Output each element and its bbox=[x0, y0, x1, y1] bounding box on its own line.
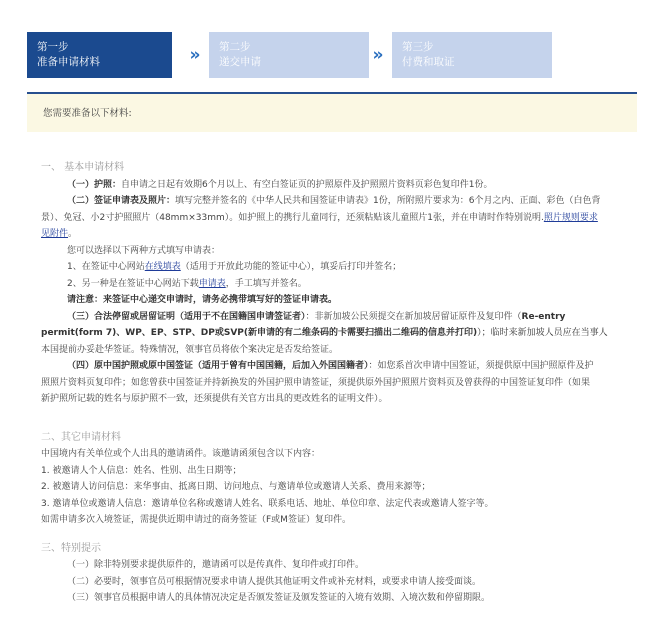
step-progress-bar bbox=[27, 32, 637, 78]
step-1-prepare-materials[interactable] bbox=[27, 32, 172, 78]
former-chinese-passport-end: 新护照所记载的姓名与原护照不一致，还须提供有关官方出具的更改姓名的证明文件）。 bbox=[41, 394, 388, 404]
step-2-number: 第二步 bbox=[219, 41, 251, 53]
section-other-materials-title: 二、其它申请材料 bbox=[41, 431, 121, 443]
double-chevron-right-icon: » bbox=[372, 45, 384, 65]
invitee-visit-info: 2. 被邀请人访问信息：来华事由、抵离日期、访问地点、与邀请单位或邀请人关系、费用来源等； bbox=[41, 482, 431, 492]
step-1-label: 准备申请材料 bbox=[37, 56, 100, 68]
step-3-label: 付费和取证 bbox=[402, 56, 455, 68]
application-form-requirement: （二）签证申请表及照片：填写完整并签名的《中华人民共和国签证申请表》1份，所附照片要求为：6个月之内、正面、彩色（白色背 bbox=[67, 196, 601, 206]
requirements-content bbox=[27, 160, 632, 607]
residence-proof-requirement: （三）合法停留或居留证明（适用于不在国籍国申请签证者）：非新加坡公民须提交在新加坡居留证原件及复印件（Re-entry bbox=[67, 311, 566, 322]
inviter-info: 3. 邀请单位或邀请人信息：邀请单位名称或邀请人姓名、联系电话、地址、单位印章、法定代表或邀请人签字等。 bbox=[41, 498, 494, 509]
passport-requirement: （一）护照：自申请之日起有效期6个月以上、有空白签证页的护照原件及护照照片资料页彩色复印件1份。 bbox=[67, 179, 493, 190]
section-special-notes-title: 三、特别提示 bbox=[41, 542, 101, 554]
special-note-1: （一）除非特别要求提供原件的，邀请函可以是传真件、复印件或打印件。 bbox=[67, 560, 365, 570]
multiple-entry-note: 如需申请多次入境签证，需提供近期申请过的商务签证（F或M签证）复印件。 bbox=[41, 515, 351, 525]
residence-proof-permits: permit(form 7)、WP、EP、STP、DP或SVP(新申请的有二维条码的卡需要扫描出二维码的信息并打印)）；临时来新加坡人员应在当事人 bbox=[41, 328, 608, 338]
photo-rules-link[interactable]: 照片规则要求 bbox=[543, 212, 598, 223]
residence-proof-cont: 本国提前办妥赴华签证。特殊情况，领事官员将依个案决定是否发给签证。 bbox=[41, 344, 339, 355]
double-chevron-right-icon: » bbox=[189, 45, 201, 65]
step-3-pay-and-collect[interactable] bbox=[392, 32, 552, 78]
bring-form-note: 请注意：来签证中心递交申请时，请务必携带填写好的签证申请表。 bbox=[67, 295, 338, 305]
former-chinese-passport-requirement: （四）原中国护照或原中国签证（适用于曾有中国国籍，后加入外国国籍者）：如您系首次申请中国签证，须提供原中国护照原件及护 bbox=[67, 361, 594, 371]
see-attachment-link[interactable]: 见附件 bbox=[41, 229, 69, 239]
step-2-label: 递交申请 bbox=[219, 56, 261, 68]
section-basic-materials-title: 一、 基本申请材料 bbox=[41, 162, 125, 173]
fill-methods-intro: 您可以选择以下两种方式填写申请表： bbox=[67, 245, 221, 256]
notice-banner: 您需要准备以下材料: bbox=[27, 92, 637, 132]
step-2-submit-application[interactable] bbox=[209, 32, 369, 78]
download-form-link[interactable]: 申请表 bbox=[198, 278, 226, 289]
invitee-personal-info: 1. 被邀请人个人信息：姓名、性别、出生日期等； bbox=[41, 465, 242, 476]
step-3-number: 第三步 bbox=[402, 41, 434, 53]
application-form-requirement-end: 见附件。 bbox=[41, 229, 78, 239]
fill-method-download: 2、另一种是在签证中心网站下载申请表，手工填写并签名。 bbox=[67, 278, 307, 289]
former-chinese-passport-cont: 照照片资料页复印件；如您曾获中国签证并持新换发的外国护照申请签证，须提供原外国护照照片资料页及曾获得的中国签证复印件（如果 bbox=[41, 377, 591, 388]
special-note-2: （二）必要时，领事官员可根据情况要求申请人提供其他证明文件或补充材料，或要求申请人接受面谈。 bbox=[67, 576, 482, 587]
step-1-number: 第一步 bbox=[37, 41, 69, 53]
fill-method-online: 1、在签证中心网站在线填表（适用于开放此功能的签证中心），填妥后打印并签名； bbox=[67, 262, 402, 272]
application-form-requirement-cont: 景）、免冠、小2寸护照照片（48mm×33mm）。如护照上的携行儿童同行，还须粘贴该儿童照片1张，并在申请时作特别说明.照片规则要求 bbox=[41, 212, 598, 223]
online-form-link[interactable]: 在线填表 bbox=[144, 262, 181, 272]
invitation-letter-intro: 中国境内有关单位或个人出具的邀请函件。该邀请函须包含以下内容： bbox=[41, 449, 321, 459]
special-note-3: （三）领事官员根据申请人的具体情况决定是否颁发签证及颁发签证的入境有效期、入境次数和停留期限。 bbox=[67, 593, 491, 603]
